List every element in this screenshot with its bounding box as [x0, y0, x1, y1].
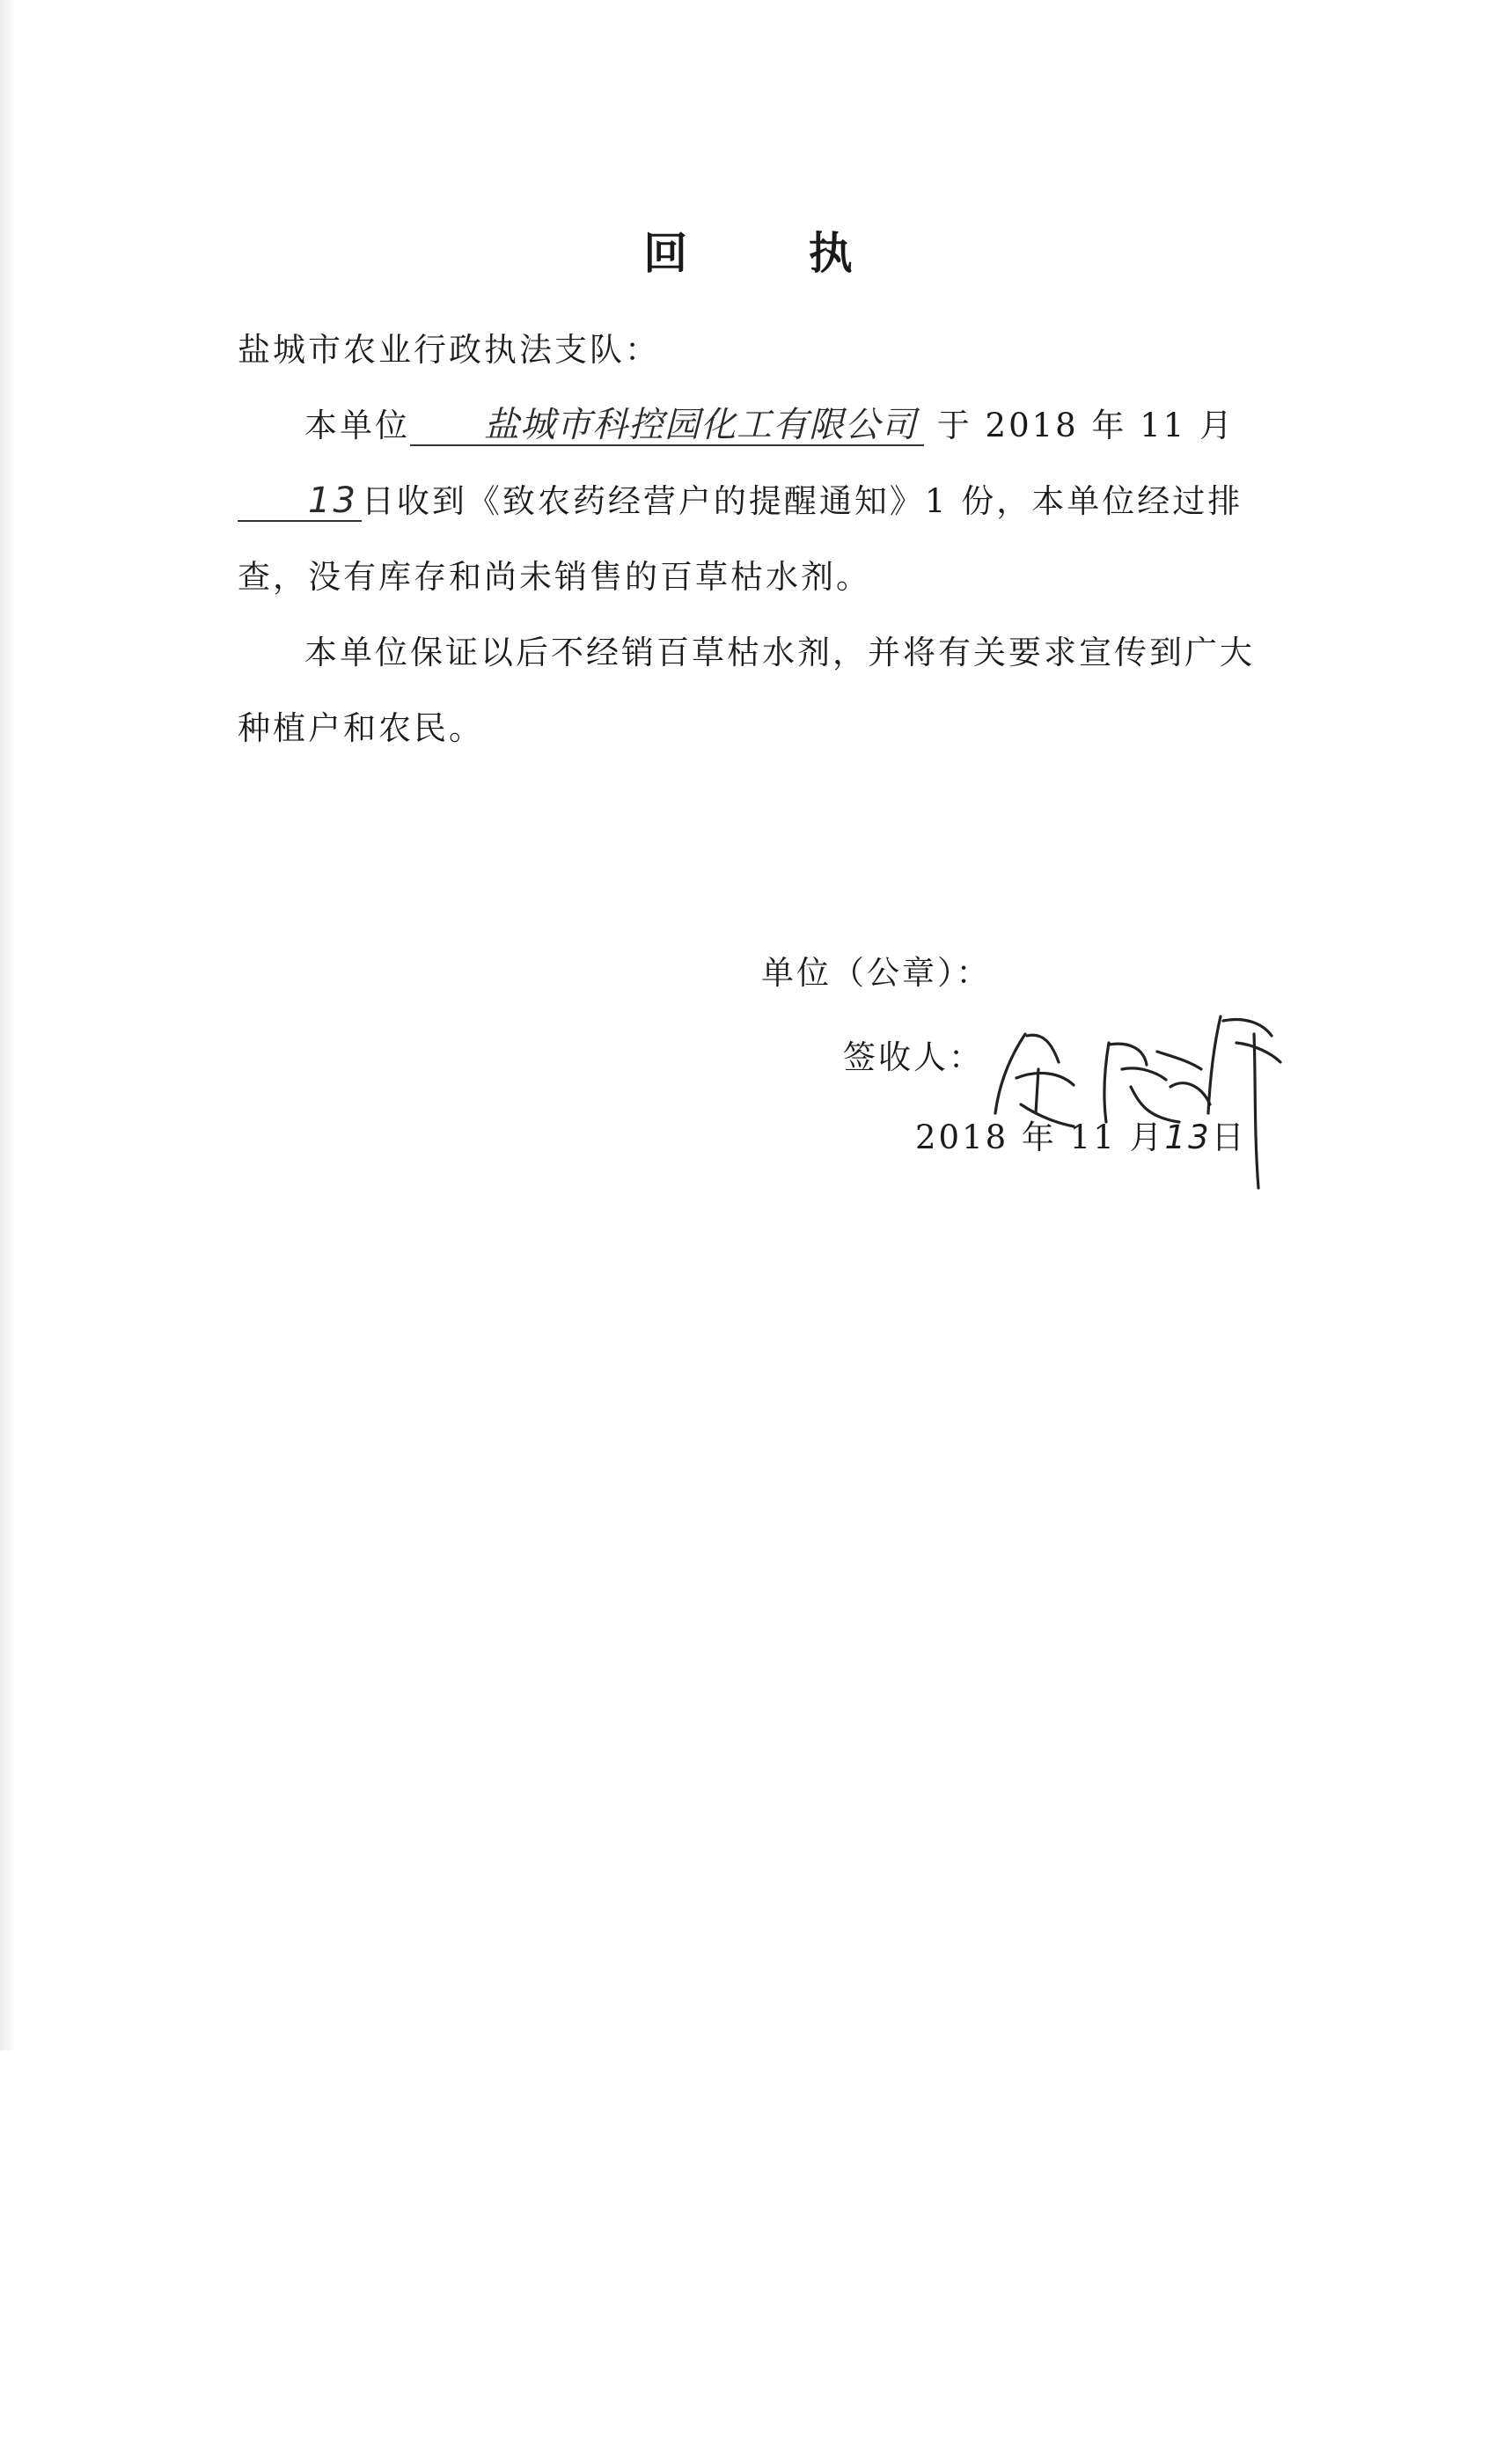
paragraph-rest: 日收到《致农药经营户的提醒通知》1 份，本单位经过排查，没有库存和尚未销售的百草枯水剂。 [238, 482, 1243, 596]
unit-seal-label: 单位（公章）： [761, 954, 992, 992]
handwritten-signature [990, 981, 1307, 1192]
scan-edge-shadow [0, 0, 16, 2050]
paragraph-prefix: 本单位 [304, 407, 410, 444]
document-title: 回 执 [643, 227, 906, 279]
sign-date-prefix: 2018 年 11 月 [915, 1118, 1165, 1156]
handwritten-sign-day: 13 [1164, 1118, 1212, 1156]
paragraph-receipt [238, 388, 1267, 615]
handwritten-day: 13 [238, 481, 362, 522]
addressee: 盐城市农业行政执法支队： [238, 331, 660, 369]
paragraph-date-text: 于 2018 年 11 月 [936, 407, 1236, 444]
sign-date-suffix: 日 [1211, 1118, 1247, 1156]
receiver-label: 签收人： [843, 1038, 984, 1076]
handwritten-unit-name: 盐城市科控园化工有限公司 [410, 406, 924, 446]
paragraph-commitment: 本单位保证以后不经销百草枯水剂，并将有关要求宣传到广大种植户和农民。 [238, 634, 1255, 747]
